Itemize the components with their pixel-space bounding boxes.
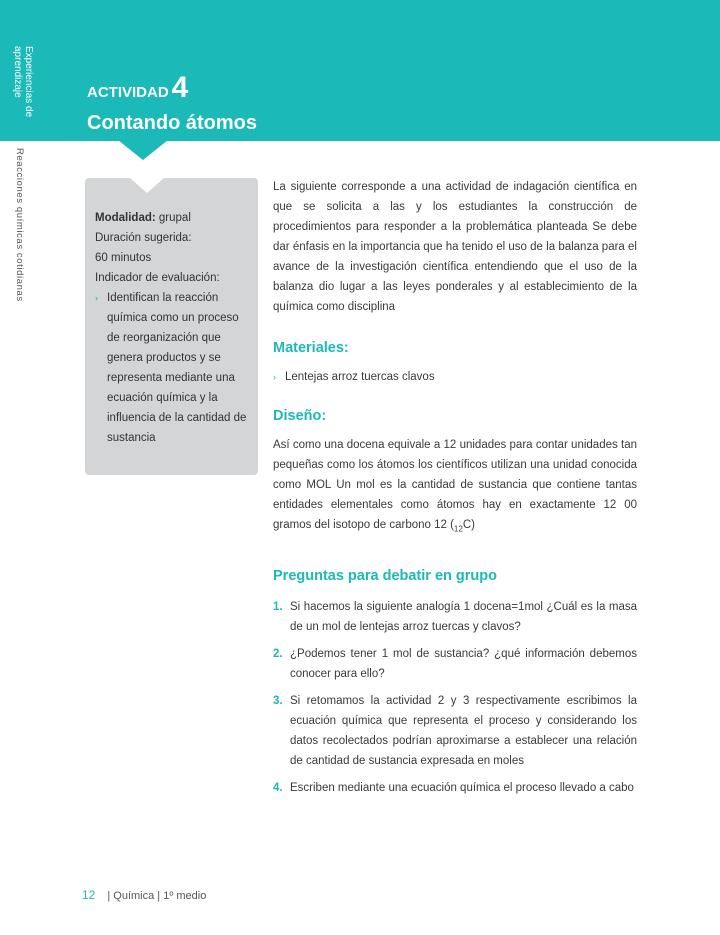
diseno-body: Así como una docena equivale a 12 unidades para contar unidades tan pequeñas como los átomos los científicos utilizan una unidad conocida como MOL Un mol es la cantidad de sustancia que contiene tantas entidades elementales como átomos hay en exactamente 12 00 gramos del isotopo de carbono 12 ( [273, 439, 637, 531]
indicador-text: Identifican la reacción química como un proceso de reorganización que genera productos y se representa mediante una ecuación química y la influencia de la cantidad de sustancia [107, 292, 247, 444]
duracion-value: 60 minutos [95, 252, 152, 264]
materiales-heading: Materiales: [273, 340, 349, 356]
modalidad-label: Modalidad: [95, 212, 156, 224]
isotope-subscript: 12 [453, 524, 463, 534]
page-title: Contando átomos [87, 112, 257, 134]
main-content [273, 177, 637, 805]
list-item [273, 778, 637, 798]
diseno-heading: Diseño: [273, 408, 327, 424]
unit-title: Reacciones químicas cotidianas [14, 148, 25, 302]
indicador-item [95, 288, 248, 448]
item-text: ¿Podemos tener 1 mol de sustancia? ¿qué información debemos conocer para ello? [290, 648, 637, 681]
modalidad-value: grupal [158, 212, 191, 224]
page-number: 12 [82, 888, 96, 902]
activity-label: ACTIVIDAD [87, 84, 169, 101]
materiales-item [273, 367, 637, 387]
info-box [85, 178, 258, 475]
bullet-icon: › [95, 293, 98, 303]
materiales-text: Lentejas arroz tuercas clavos [285, 371, 435, 383]
diseno-tail: C) [462, 519, 475, 531]
item-number: 1. [273, 601, 283, 614]
section-label: Experiencias de aprendizaje [12, 46, 34, 118]
activity-heading [87, 70, 188, 108]
modalidad [95, 208, 248, 228]
bullet-icon: › [273, 372, 276, 382]
list-item [273, 597, 637, 637]
item-text: Si hacemos la siguiente analogía 1 docena=1mol ¿Cuál es la masa de un mol de lentejas arroz tuercas y clavos? [290, 601, 637, 634]
item-text: Escriben mediante una ecuación química el proceso llevado a cabo [290, 782, 634, 795]
activity-number: 4 [171, 71, 189, 104]
list-item [273, 644, 637, 684]
list-item [273, 691, 637, 771]
header-notch [118, 140, 168, 160]
duracion-label: Duración sugerida: [95, 232, 192, 244]
intro-text: La siguiente corresponde a una actividad de indagación científica en que se solicita a las y los estudiantes la construcción de procedimientos para responder a la problemática planteada Se debe dar énfasis en la importancia que ha tenido el uso de la balanza para el avance de la investigación científica entendiendo que el uso de la balanza dio lugar a las leyes ponderales y al establecimiento de la química como disciplina [273, 181, 637, 313]
preguntas-heading: Preguntas para debatir en grupo [273, 568, 497, 585]
footer [82, 888, 206, 902]
footer-subject: | Química | 1º medio [107, 890, 207, 902]
diseno-text [273, 435, 637, 539]
indicador-label: Indicador de evaluación: [95, 272, 220, 284]
item-number: 4. [273, 782, 283, 795]
item-number: 2. [273, 648, 283, 661]
item-number: 3. [273, 695, 283, 708]
item-text: Si retomamos la actividad 2 y 3 respectivamente escribimos la ecuación química que representa el proceso y considerando los datos recolectados podrían aproximarse a establecer una relación de cantidad de sustancia expresada en moles [290, 695, 637, 768]
